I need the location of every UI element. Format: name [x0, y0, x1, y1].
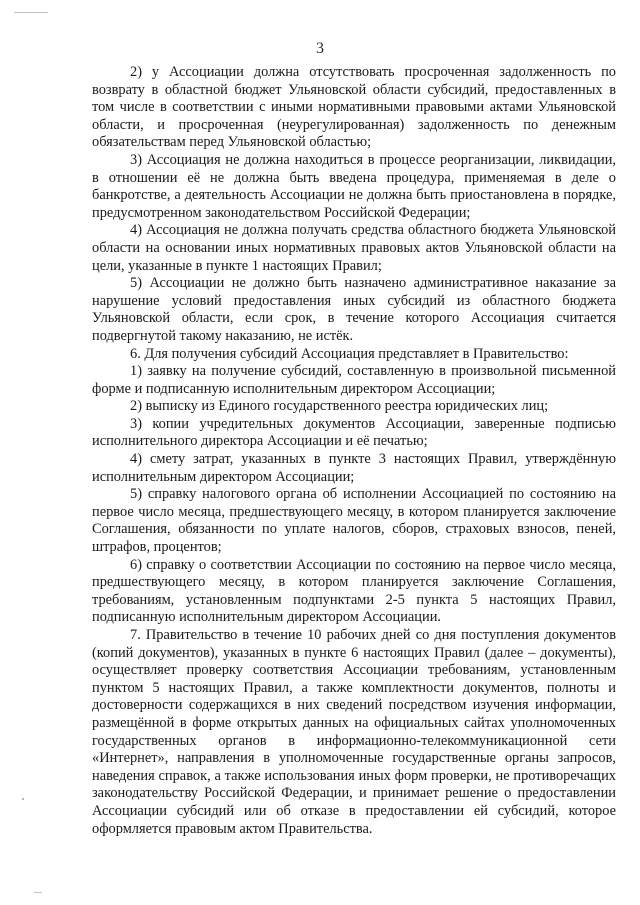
scan-artifact — [14, 12, 48, 13]
list-item-6: 6) справку о соответствии Ассоциации по состоянию на первое число месяца, предшествующего месяцу, в котором планируется заключение Соглашения, требованиям, установленным подпунктами 2-5 пункта 5 настоящих Правил, подписанную исполнительным директором Ассоциации. — [92, 556, 616, 626]
list-item-3: 3) копии учредительных документов Ассоциации, заверенные подписью исполнительного директора Ассоциации и её печатью; — [92, 415, 616, 450]
page-number: 3 — [316, 40, 324, 57]
paragraph-3: 3) Ассоциация не должна находиться в процессе реорганизации, ликвидации, в отношении её не должна быть введена процедура, применяемая в деле о банкротстве, а деятельность Ассоциации не должна быть приостановлена в порядке, предусмотренном законодательством Российской Федерации; — [92, 151, 616, 221]
paragraph-2: 2) у Ассоциации должна отсутствовать просроченная задолженность по возврату в областной бюджет Ульяновской области субсидий, предоставленных в том числе в соответствии с иными нормативными правовыми актами Ульяновской области, и просроченная (неурегулированная) задолженность по денежным обязательствам перед Ульяновской областью; — [92, 64, 616, 151]
section-7: 7. Правительство в течение 10 рабочих дней со дня поступления документов (копий документов), указанных в пункте 6 настоящих Правил (далее – документы), осуществляет проверку соответствия Ассоциации требованиям, установленным пунктом 5 настоящих Правил, а также комплектности документов, полноты и достоверности содержащихся в них сведений посредством изучения информации, размещённой в форме открытых данных на официальных сайтах уполномоченных государственных органов в информационно-телекоммуникационной сети «Интернет», направления в уполномоченные государственные органы запросов, наведения справок, а также использования иных форм проверки, не противоречащих законодательству Российской Федерации, и принимает решение о предоставлении Ассоциации субсидий или об отказе в предоставлении ей субсидий, которое оформляется правовым актом Правительства. — [92, 627, 616, 837]
list-item-4: 4) смету затрат, указанных в пункте 3 настоящих Правил, утверждённую исполнительным директором Ассоциации; — [92, 451, 616, 485]
paragraph-5: 5) Ассоциации не должно быть назначено административное наказание за нарушение условий предоставления иных субсидий из областного бюджета Ульяновской области, если срок, в течение которого Ассоциация считается подвергнутой такому наказанию, не истёк. — [92, 275, 616, 344]
section-6-heading: 6. Для получения субсидий Ассоциация представляет в Правительство: — [130, 345, 569, 362]
list-item-1: 1) заявку на получение субсидий, составленную в произвольной письменной форме и подписанную исполнительным директором Ассоциации; — [92, 363, 616, 397]
paragraph-4: 4) Ассоциация не должна получать средства областного бюджета Ульяновской области на основании иных нормативных правовых актов Ульяновской области на цели, указанные в пункте 1 настоящих Правил; — [92, 222, 616, 274]
document-body — [92, 64, 616, 838]
scan-artifact — [34, 892, 42, 893]
scan-artifact — [22, 798, 24, 800]
list-item-5: 5) справку налогового органа об исполнении Ассоциацией по состоянию на первое число месяца, предшествующего месяцу, в котором планируется заключение Соглашения, обязанности по уплате налогов, сборов, страховых взносов, пеней, штрафов, процентов; — [92, 486, 616, 556]
list-item-2: 2) выписку из Единого государственного реестра юридических лиц; — [130, 398, 549, 415]
